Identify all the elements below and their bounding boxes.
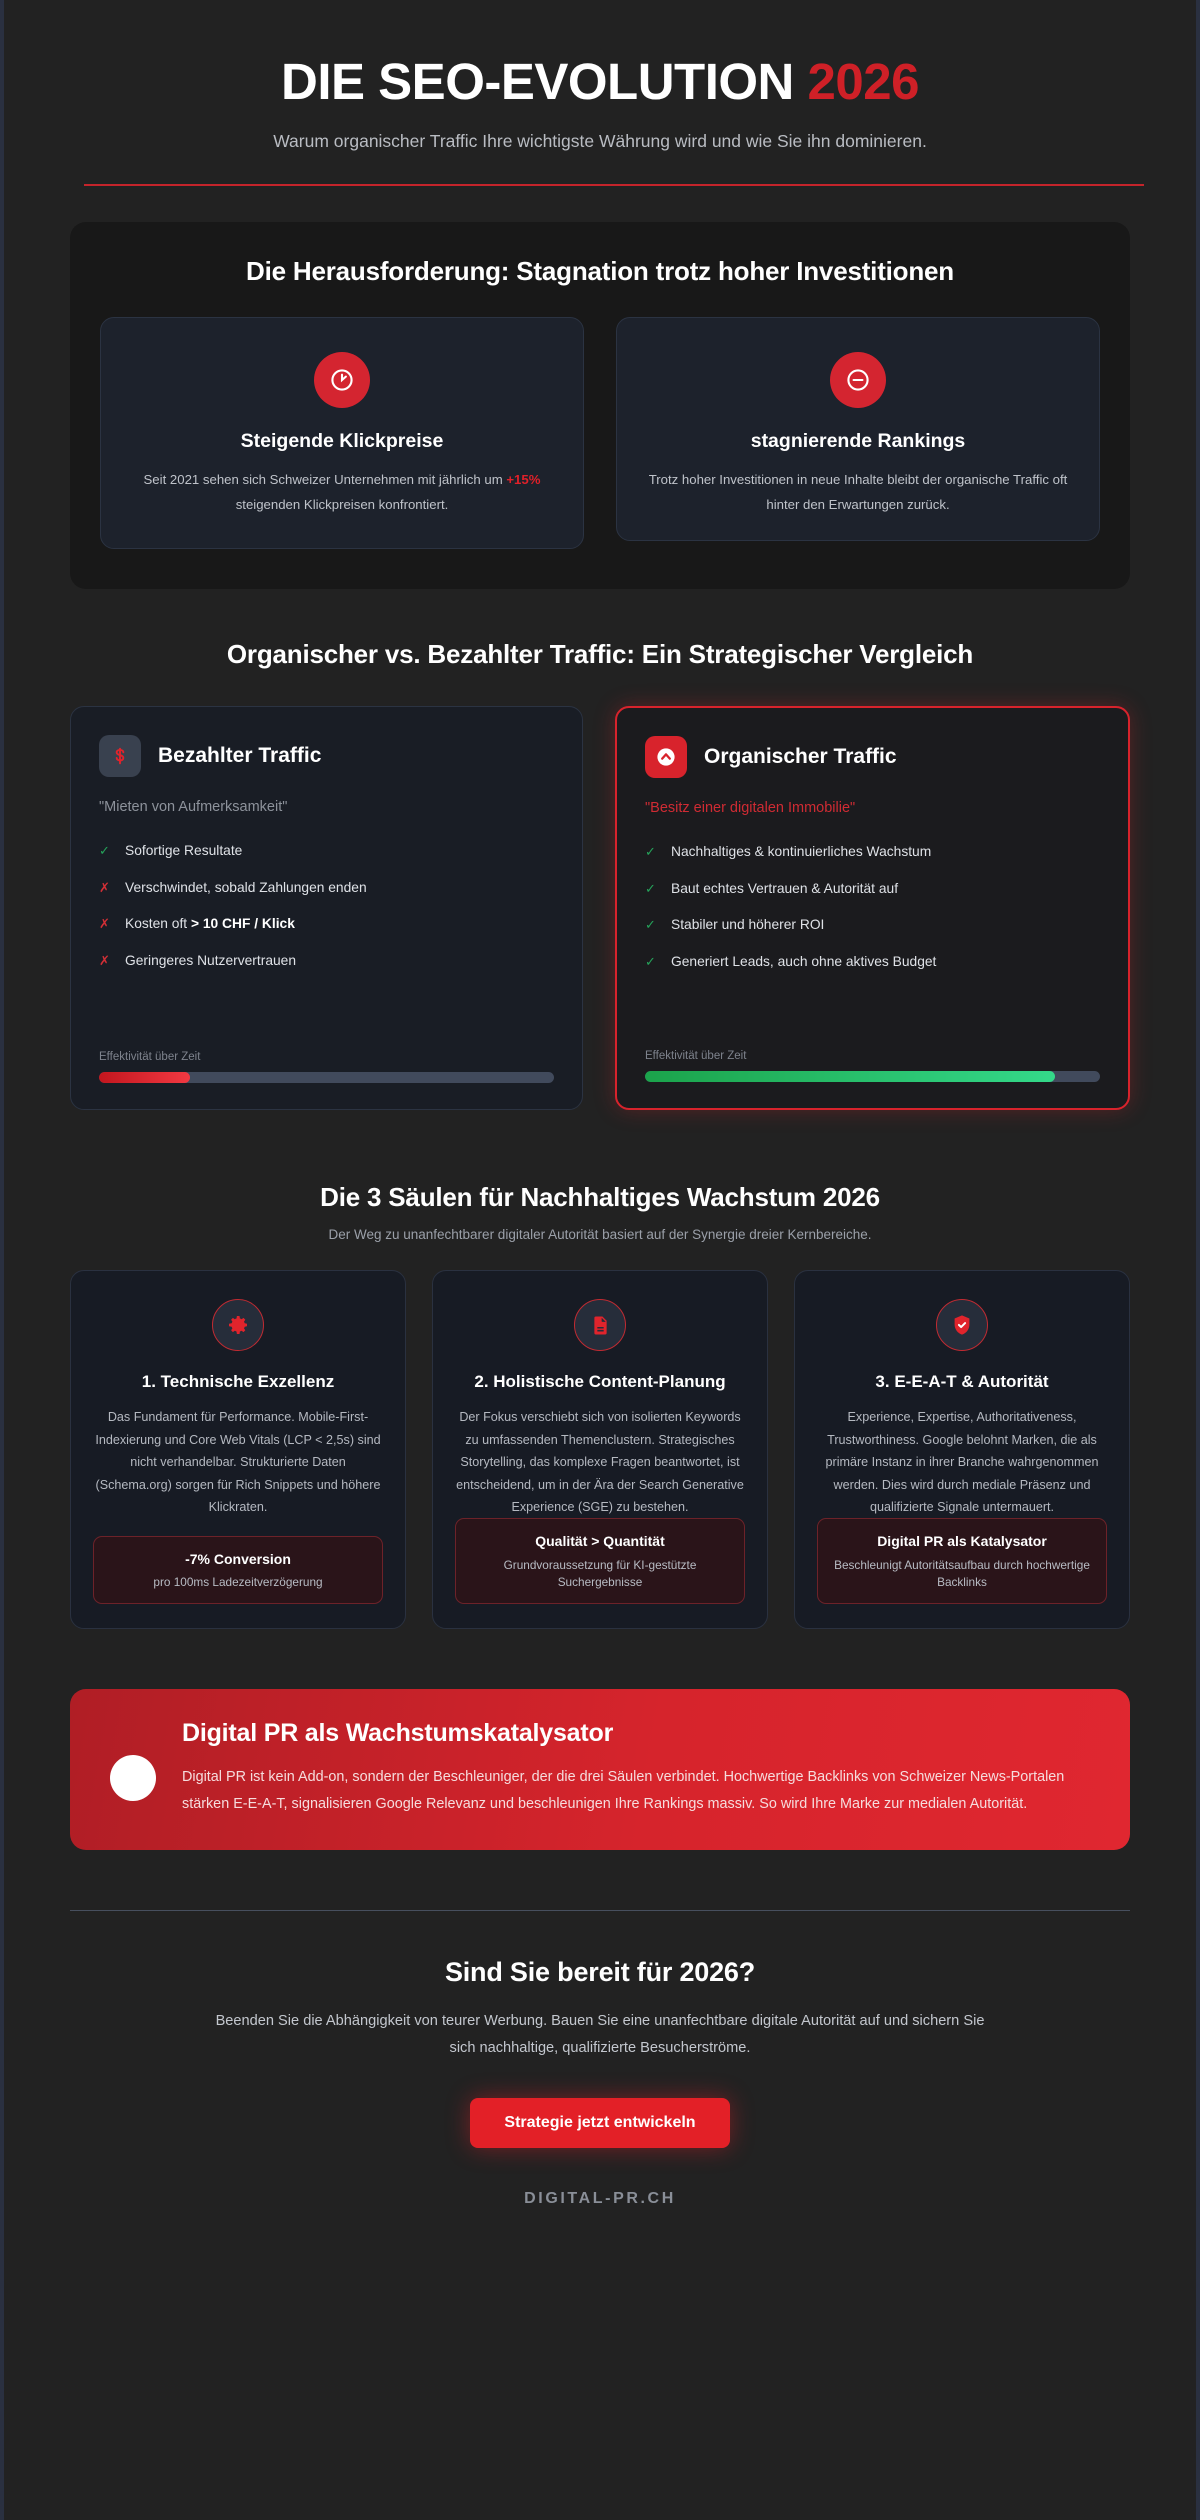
- organic-card-header: [645, 736, 1100, 778]
- pillar-card-technical: [70, 1270, 406, 1629]
- challenge-title: Die Herausforderung: Stagnation trotz hoher Investitionen: [246, 255, 954, 286]
- cta-section: [4, 1911, 1196, 2208]
- organic-bar-fill: [645, 1071, 1055, 1082]
- pillar-card-note: [93, 1536, 383, 1605]
- shield-check-icon: [936, 1299, 988, 1351]
- comparison-card-organic: [615, 706, 1130, 1110]
- pillar-card-title: 3. E-E-A-T & Autorität: [875, 1372, 1049, 1392]
- pillar-card-eeat: [794, 1270, 1130, 1629]
- list-item: [645, 952, 1100, 973]
- arrow-up-circle-icon: [645, 736, 687, 778]
- pillar-note-title: Digital PR als Katalysator: [877, 1533, 1047, 1550]
- challenge-card-klickpreise: [100, 317, 584, 549]
- organic-bar-label: Effektivität über Zeit: [645, 1050, 747, 1063]
- paid-card-tagline: "Mieten von Aufmerksamkeit": [99, 799, 288, 816]
- list-item-label: Geringeres Nutzervertrauen: [125, 953, 297, 969]
- pillar-note-title: -7% Conversion: [185, 1550, 291, 1567]
- pillar-card-body: Experience, Expertise, Authoritativeness, Trustworthiness. Google belohnt Marken, die als primäre Instanz in ihrer Branche wahrgenommen werden. Dies wird durch mediale Präsenz und qualifizierte Signale untermauert.: [825, 1410, 1099, 1515]
- pillar-card-title: 2. Holistische Content-Planung: [474, 1372, 726, 1392]
- list-item: [99, 951, 554, 972]
- challenge-card-rankings: [616, 317, 1100, 541]
- callout-text-block: [182, 1719, 1090, 1817]
- comparison-card-paid: [70, 706, 583, 1110]
- challenge-section: [4, 222, 1196, 589]
- comparison-title: Organischer vs. Bezahlter Traffic: Ein Strategischer Vergleich: [226, 639, 974, 670]
- pillars-subtitle: Der Weg zu unanfechtbarer digitaler Autorität basiert auf der Synergie dreier Kernbereiche.: [328, 1227, 872, 1243]
- paid-benefit-list: [99, 841, 554, 988]
- pillar-card-note: [817, 1518, 1107, 1604]
- cta-body: Beenden Sie die Abhängigkeit von teurer Werbung. Bauen Sie eine unanfechtbare digitale Autorität auf und sichern Sie sich nachhaltige, qualifizierte Besucherströme.: [215, 2012, 985, 2056]
- paid-effectiveness-meter: [99, 1033, 554, 1083]
- organic-bar-track: [645, 1071, 1100, 1082]
- clock-icon: [314, 352, 370, 408]
- desc-part-2: steigenden Klickpreisen konfrontiert.: [235, 497, 449, 513]
- challenge-card-name: Steigende Klickpreise: [240, 429, 444, 452]
- list-item-label: Sofortige Resultate: [125, 843, 243, 859]
- list-item-label: [125, 914, 295, 935]
- comparison-card-row: [70, 706, 1130, 1110]
- list-item-label: Stabiler und höherer ROI: [671, 917, 825, 933]
- gear-icon: [212, 1299, 264, 1351]
- comparison-section: [4, 639, 1196, 1110]
- page-title-main: DIE SEO-EVOLUTION: [280, 53, 794, 110]
- callout-body: Digital PR ist kein Add-on, sondern der Beschleuniger, der die drei Säulen verbindet. Hochwertige Backlinks von Schweizer News-Portalen stärken E-E-A-T, signalisieren Google Relevanz und beschleunigen Ihre Rankings massiv. So wird Ihre Marke zur medialen Autorität.: [182, 1769, 1065, 1812]
- cta-title: Sind Sie bereit für 2026?: [444, 1956, 756, 1987]
- pillar-note-title: Qualität > Quantität: [535, 1533, 665, 1550]
- challenge-card-row: [100, 317, 1100, 549]
- pillar-card-note: [455, 1518, 745, 1604]
- callout-title: Digital PR als Wachstumskatalysator: [182, 1719, 614, 1748]
- desc-highlight: +15%: [506, 471, 541, 487]
- pillars-title: Die 3 Säulen für Nachhaltiges Wachstum 2026: [320, 1182, 880, 1213]
- list-item-label: Nachhaltiges & kontinuierliches Wachstum: [671, 844, 932, 860]
- challenge-card-desc: [127, 467, 557, 518]
- organic-card-title: Organischer Traffic: [704, 745, 897, 769]
- pillar-card-content: [432, 1270, 768, 1629]
- list-item-label: Verschwindet, sobald Zahlungen enden: [125, 879, 367, 895]
- page-title-year: 2026: [807, 53, 920, 110]
- organic-card-tagline: "Besitz einer digitalen Immobilie": [645, 800, 856, 817]
- check-icon: ✓: [645, 880, 656, 896]
- paid-card-header: [99, 735, 554, 777]
- pillar-card-body: Der Fokus verschiebt sich von isolierten Keywords zu umfassenden Themenclustern. Strategisches Storytelling, das komplexe Fragen beantwortet, ist entscheidend, um in der Ära der Search Generative Experience (SGE) zu bestehen.: [456, 1410, 744, 1515]
- paid-card-title: Bezahlter Traffic: [158, 744, 322, 768]
- list-item: [99, 841, 554, 862]
- list-item: [99, 878, 554, 899]
- list-item: [99, 914, 554, 935]
- paid-bar-fill: [99, 1072, 190, 1083]
- brand-wordmark: DIGITAL-PR.CH: [524, 2189, 676, 2207]
- list-item: [645, 842, 1100, 863]
- pillar-note-sub: Beschleunigt Autoritätsaufbau durch hochwertige Backlinks: [834, 1558, 1090, 1590]
- pillars-section: [4, 1182, 1196, 1629]
- organic-benefit-list: [645, 842, 1100, 989]
- challenge-card-name: stagnierende Rankings: [750, 429, 966, 452]
- cross-icon: ✗: [99, 953, 110, 969]
- pillar-note-sub: Grundvoraussetzung für KI-gestützte Suchergebnisse: [503, 1558, 697, 1590]
- digital-pr-callout: [70, 1689, 1130, 1849]
- check-icon: ✓: [645, 954, 656, 970]
- bullet-dot-icon: [110, 1755, 156, 1801]
- pillar-card-title: 1. Technische Exzellenz: [141, 1372, 335, 1392]
- check-icon: ✓: [645, 917, 656, 933]
- pillars-card-row: [70, 1270, 1130, 1629]
- pillar-card-body: Das Fundament für Performance. Mobile-First-Indexierung und Core Web Vitals (LCP < 2,5s) sind nicht verhandelbar. Strukturierte Daten (Schema.org) sorgen für Rich Snippets und höhere Klickraten.: [95, 1410, 381, 1515]
- list-item-label-bold: > 10 CHF / Klick: [190, 916, 295, 932]
- list-item: [645, 879, 1100, 900]
- challenge-panel: [70, 222, 1130, 589]
- challenge-card-desc: Trotz hoher Investitionen in neue Inhalte bleibt der organische Traffic oft hinter den Erwartungen zurück.: [648, 471, 1068, 513]
- pillar-note-sub: pro 100ms Ladezeitverzögerung: [153, 1575, 323, 1590]
- cross-icon: ✗: [99, 879, 110, 895]
- page-title: [84, 55, 1116, 109]
- document-icon: [574, 1299, 626, 1351]
- check-icon: ✓: [99, 843, 110, 859]
- minus-circle-icon: [830, 352, 886, 408]
- check-icon: ✓: [645, 844, 656, 860]
- page-subtitle: Warum organischer Traffic Ihre wichtigste Währung wird und wie Sie ihn dominieren.: [273, 131, 927, 152]
- desc-part-1: Seit 2021 sehen sich Schweizer Unternehmen mit jährlich um: [143, 471, 507, 487]
- organic-effectiveness-meter: [645, 1032, 1100, 1082]
- list-item: [645, 915, 1100, 936]
- list-item-label: Generiert Leads, auch ohne aktives Budget: [671, 954, 937, 970]
- paid-bar-track: [99, 1072, 554, 1083]
- cross-icon: ✗: [99, 916, 110, 932]
- hero-header: [4, 0, 1196, 186]
- list-item-label-pre: Kosten oft: [125, 916, 191, 932]
- callout-section: [4, 1689, 1196, 1849]
- dollar-icon: [99, 735, 141, 777]
- paid-bar-label: Effektivität über Zeit: [99, 1051, 201, 1064]
- develop-strategy-button[interactable]: Strategie jetzt entwickeln: [470, 2098, 729, 2148]
- list-item-label: Baut echtes Vertrauen & Autorität auf: [671, 880, 899, 896]
